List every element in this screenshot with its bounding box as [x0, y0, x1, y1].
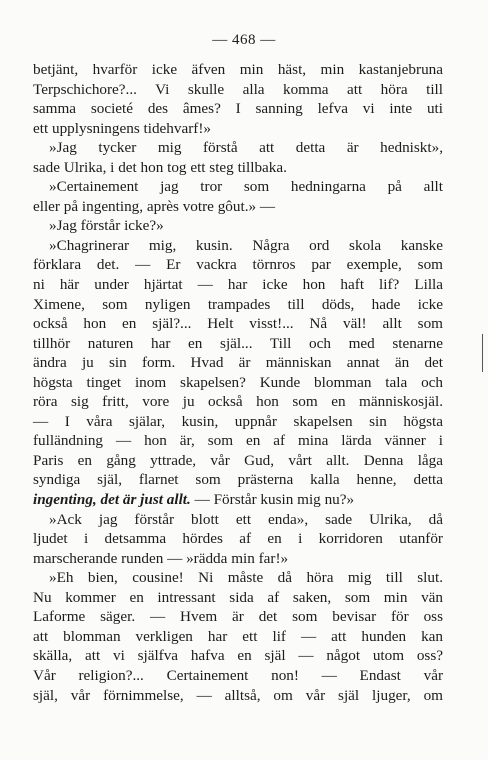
text-line: »Ack jag förstår blott ett enda», sade Ulrika, då: [49, 510, 443, 528]
text-line: själ, vår förnimmelse, — alltså, om vår själ ljuger, om: [33, 686, 443, 704]
text-line: eller på ingenting, après votre gôut.» —: [33, 197, 276, 215]
text-line: skälla, att vi själfva hafva en själ — något utom oss?: [33, 647, 443, 665]
text-line: marscherande runden — »rädda min far!»: [33, 549, 289, 567]
text-line: Terpschichore?... Vi skulle alla komma att höra till: [33, 80, 443, 98]
text-line: Nu kommer en intressant sida af saken, som min vän: [33, 588, 443, 606]
text-line: — I våra själar, kusin, uppnår skapelsen sin högsta: [33, 412, 443, 430]
text-line: ni här under hjärtat — har icke hon haft lif? Lilla: [33, 276, 443, 294]
text-line: röra sig fritt, vore ju också hon som en människosjäl.: [33, 393, 443, 411]
text-line: ljudet i detsamma hördes af en i korridoren utanför: [33, 530, 443, 548]
text-line: också hon en själ?... Helt visst!... Nå väl! allt som: [33, 315, 443, 333]
text-line: Ximene, som nyligen trampades till döds, hade icke: [33, 295, 443, 313]
text-line: ändra ju sin form. Hvad är människan annat än det: [33, 354, 443, 372]
text-line: [33, 490, 443, 510]
text-line: betjänt, hvarför icke äfven min häst, min kastanjebruna: [33, 61, 443, 78]
text-line: att blomman verkligen har ett lif — att hunden kan: [33, 627, 443, 645]
text-line: fulländning — hon är, som en af mina lärda vänner i: [33, 432, 443, 450]
text-line: »Jag tycker mig förstå att detta är hedniskt»,: [49, 139, 443, 157]
text-line: syndiga själ, flarnet som prästerna kalla henne, detta: [33, 471, 443, 489]
text-line: sade Ulrika, i det hon tog ett steg tillbaka.: [33, 158, 287, 176]
text-line: samma societé des âmes? I sanning lefva vi inte uti: [33, 100, 443, 118]
text-line: högsta tinget inom skapelsen? Kunde blomman tala och: [33, 373, 443, 391]
text-line: »Certainement jag tror som hedningarna på allt: [49, 178, 443, 196]
text-line: »Eh bien, cousine! Ni måste då höra mig till slut.: [49, 569, 443, 587]
text-fragment: — Förstår kusin mig nu?»: [190, 491, 355, 509]
text-line: förklara det. — Er vackra törnros par exemple, som: [33, 256, 443, 274]
text-line: »Chagrinerar mig, kusin. Några ord skola kanske: [49, 236, 443, 254]
text-line: Vår religion?... Certainement non! — Endast vår: [33, 666, 443, 684]
text-line: »Jag förstår icke?»: [49, 217, 164, 235]
emphasized-text: ingenting, det är just allt.: [33, 491, 191, 509]
text-line: tillhör naturen har en själ... Till och med stenarne: [33, 334, 443, 352]
text-line: Laforme säger. — Hvem är det som bevisar för oss: [33, 608, 443, 626]
text-line: ett upplysningens tidehvarf!»: [33, 119, 211, 137]
page-number: — 468 —: [212, 32, 276, 48]
body-text: [33, 60, 443, 705]
text-line: Paris en gång yttrade, vår Gud, vårt allt. Denna låga: [33, 451, 443, 469]
margin-mark: [482, 334, 483, 372]
